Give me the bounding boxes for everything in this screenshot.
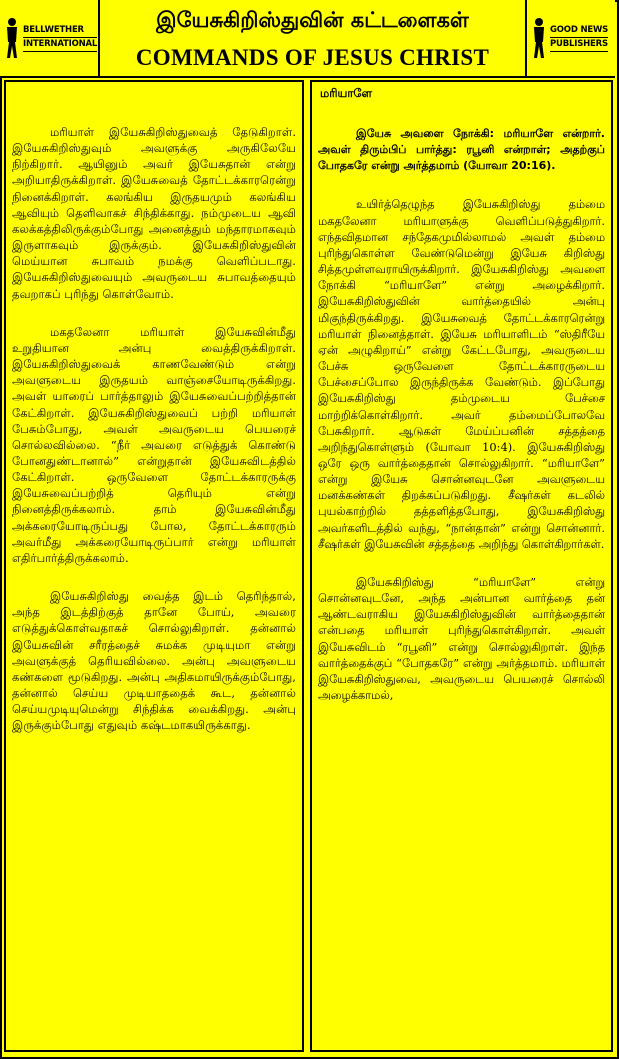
left-column: [4, 80, 304, 1052]
left-paragraph: மரியாள் இயேசுகிறிஸ்துவைத் தேடுகிறாள். இயேசுகிறிஸ்துவும் அவளுக்கு அருகிலேயே நிற்கிறார். ஆயினும் அவர் இயேசுதான் என்று அறியாதிருக்கிறாள். இயேசுவைத் தோட்டக்காரரென்று நினைக்கிறாள். கலங்கிய இருதயமும் கலங்கிய ஆவியும் தெளிவாகச் சிந்திக்காது. நம்முடைய ஆவி கலக்கத்திலிருக்கும்போது அனைத்தும் மந்தாரமாகவும் இருளாகவும் இருக்கும். இயேசுகிறிஸ்துவின் மெய்யான சுபாவம் நமக்கு வெளிப்படாது. இயேசுகிறிஸ்துவையும் அவருடைய சுபாவத்தையும் தவறாகப் புரிந்து கொள்வோம்.: [12, 125, 296, 301]
header: [0, 0, 615, 78]
right-column: [310, 80, 613, 1052]
left-logo-line2: INTERNATIONAL: [23, 38, 97, 52]
section-title: மரியாளே: [320, 86, 372, 100]
scripture-verse: இயேசு அவளை நோக்கி: மரியாளே என்றார். அவள் திரும்பிப் பார்த்து: ரபூனி என்றாள்; அதற்குப் போதகரே என்று அர்த்தமாம் (யோவா 20:16).: [318, 127, 605, 173]
figure-icon: [531, 16, 547, 60]
good-news-logo: [525, 0, 615, 76]
right-logo-line2: PUBLISHERS: [550, 38, 608, 52]
right-logo-line1: GOOD NEWS: [550, 24, 608, 38]
page-title-english: COMMANDS OF JESUS CHRIST: [135, 45, 490, 70]
right-paragraph: உயிர்த்தெழுந்த இயேசுகிறிஸ்து தம்மை மகதலேனா மரியாளுக்கு வெளிப்படுத்துகிறார். எந்தவிதமான சந்தேகமுமில்லாமல் அவள் தம்மை புரிந்துகொள்ள வேண்டுமென்று இயேசு கிறிஸ்து சித்தமுள்ளவராயிருக்கிறார். இயேசுகிறிஸ்து அவளை நோக்கி “மரியாளே” என்று அழைக்கிறார். இயேசுகிறிஸ்துவின் வார்த்தையில் அன்பு மிகுந்திருக்கிறது. இயேசுவைத் தோட்டக்காரரென்று மரியாள் நினைத்தாள். இயேசு மரியாளிடம் “ஸ்திரீயே ஏன் அழுகிறாய்” என்று கேட்டபோது, அவருடைய பேச்சு ஒருவேளை தோட்டக்காரருடைய பேச்சைப்போல இருந்திருக்க வேண்டும். இப்போது இயேசுகிறிஸ்து தம்முடைய பேச்சை மாற்றிக்கொள்கிறார். அவர் தம்மைப்போலவே பேசுகிறார். ஆடுகள் மேய்ப்பனின் சத்தத்தை அறிந்துகொள்ளும் (யோவா 10:4). இயேசுகிறிஸ்து ஒரே ஒரு வார்த்தைதான் சொல்லுகிறார். “மரியாளே” என்று இயேசு சொன்னவுடனே அவளுடைய மனக்கண்கள் திறக்கப்படுகிறது. சீஷர்கள் கடலில் புயல்காற்றில் தத்தளித்தபோது, இயேசுகிறிஸ்து அவர்களிடத்தில் வந்து, “நான்தான்” என்று சொன்னார். சீஷர்கள் இயேசுவின் சத்தத்தை அறிந்து கொள்கிறார்கள்.: [318, 197, 605, 551]
left-logo-line1: BELLWETHER: [23, 24, 97, 38]
bellwether-logo: [0, 0, 100, 76]
page-title-tamil: இயேசுகிறிஸ்துவின் கட்டளைகள்: [156, 8, 469, 32]
title-block: [104, 0, 521, 76]
left-paragraph: இயேசுகிறிஸ்து வைத்த இடம் தெரிந்தால், அந்த இடத்திற்குத் தானே போய், அவரை எடுத்துக்கொள்வதாகச் சொல்லுகிறாள். தன்னால் இயேசுவின் சரீரத்தைச் சுமக்க முடியுமா என்று அவளுக்குத் தெரியவில்லை. அன்பு அவளுடைய கண்களை மூடுகிறது. அன்பு அதிகமாயிருக்கும்போது, தன்னால் செய்ய முடியாததைக் கூட, தன்னால் செய்யமுடியுமென்று சிந்திக்க வைக்கிறது. அன்பு இருக்கும்போது எதுவும் கஷ்டமாகயிருக்காது.: [12, 589, 296, 733]
ram-figure-icon: [4, 16, 20, 60]
left-paragraph: மகதலேனா மரியாள் இயேசுவின்மீது உறுதியான அன்பு வைத்திருக்கிறாள். இயேசுகிறிஸ்துவைக் காணவேண்டும் என்று அவளுடைய இருதயம் வாஞ்சையோடிருக்கிறது. அவள் யாரைப் பார்த்தாலும் இயேசுவைப்பற்றித்தான் கேட்கிறாள். இயேசுகிறிஸ்துவைப் பற்றி மரியாள் பேசும்போது, அவள் அவருடைய பெயரைச் சொல்லவில்லை. “நீர் அவரை எடுத்துக் கொண்டு போனதுண்டானால்” என்றுதான் இயேசுவிடத்தில் கேட்கிறாள். ஒருவேளை தோட்டக்காரருக்கு இயேசுவைப்பற்றித் தெரியும் என்று நினைத்திருக்கலாம். தாம் இயேசுவின்மீது அக்கரையோடிருப்பது போல, தோட்டக்காரரும் அவர்மீது அக்கரையோடிருப்பார் என்று மரியாள் எதிர்பார்த்திருக்கலாம்.: [12, 324, 296, 565]
right-paragraph: இயேசுகிறிஸ்து “மரியாளே” என்று சொன்னவுடனே, அந்த அன்பான வார்த்தை தன் ஆண்டவராகிய இயேசுகிறிஸ்துவின் வார்த்தைதான் என்பதை மரியாள் புரிந்துகொள்கிறாள். அவள் இயேசுவிடம் “ரபூனி” என்று சொல்லுகிறாள். இந்த வார்த்தைக்குப் “போதகரே” என்று அர்த்தமாம். மரியாள் இயேசுகிறிஸ்துவை, அவருடைய பெயரைச் சொல்லி அழைக்காமல்,: [318, 574, 605, 702]
